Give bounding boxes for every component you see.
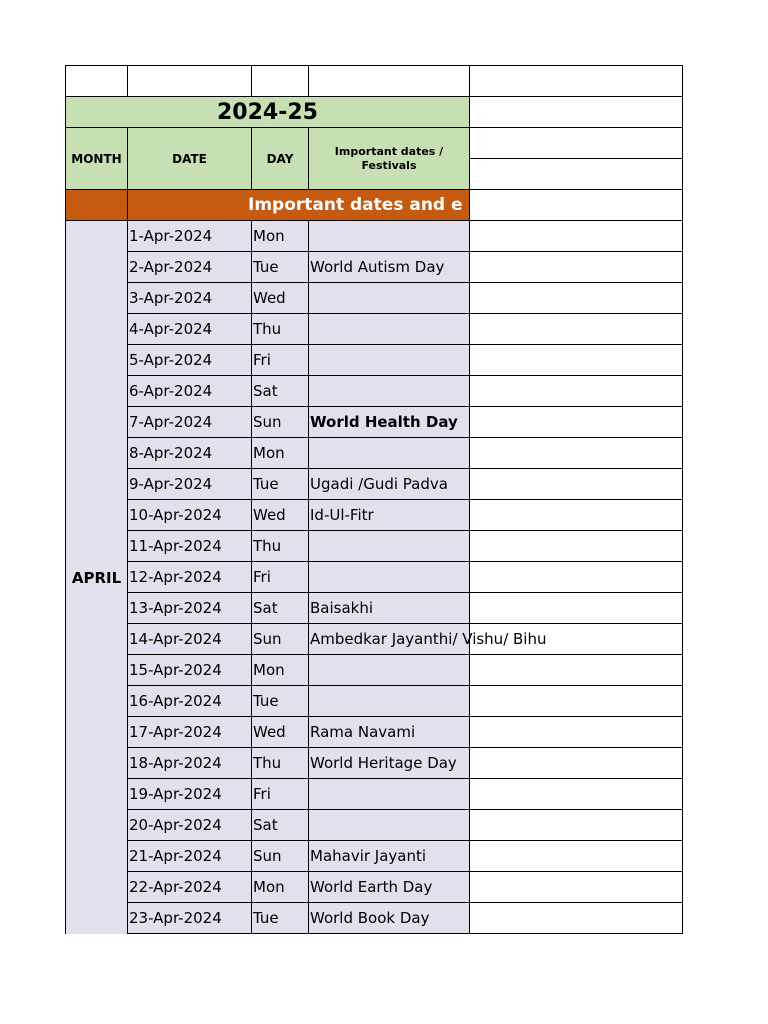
- header-month[interactable]: MONTH: [65, 127, 128, 190]
- event-text: [309, 437, 609, 469]
- day-cell[interactable]: Tue: [251, 251, 309, 283]
- date-cell[interactable]: 15-Apr-2024: [127, 654, 252, 686]
- event-text: Ambedkar Jayanthi/ Vishu/ Bihu: [310, 630, 547, 648]
- event-text: [309, 344, 609, 376]
- event-text: World Autism Day: [310, 258, 445, 276]
- date-cell[interactable]: 5-Apr-2024: [127, 344, 252, 376]
- date-cell[interactable]: 4-Apr-2024: [127, 313, 252, 345]
- event-text: [309, 313, 609, 345]
- day-cell[interactable]: Sat: [251, 592, 309, 624]
- event-text: Ugadi /Gudi Padva: [310, 475, 448, 493]
- day-cell[interactable]: Mon: [251, 654, 309, 686]
- event-text: [309, 809, 609, 841]
- date-cell[interactable]: 22-Apr-2024: [127, 871, 252, 903]
- cell-empty-a1[interactable]: [65, 65, 128, 97]
- cell-empty-e3[interactable]: [469, 127, 683, 159]
- header-date[interactable]: DATE: [127, 127, 252, 190]
- banner-text[interactable]: Important dates and e: [127, 189, 470, 221]
- date-cell[interactable]: 23-Apr-2024: [127, 902, 252, 934]
- date-cell[interactable]: 7-Apr-2024: [127, 406, 252, 438]
- day-cell[interactable]: Fri: [251, 778, 309, 810]
- event-text: World Health Day: [310, 413, 458, 431]
- event-text: [309, 375, 609, 407]
- event-text: [309, 282, 609, 314]
- day-cell[interactable]: Fri: [251, 561, 309, 593]
- day-cell[interactable]: Wed: [251, 282, 309, 314]
- date-cell[interactable]: 12-Apr-2024: [127, 561, 252, 593]
- day-cell[interactable]: Sun: [251, 406, 309, 438]
- date-cell[interactable]: 20-Apr-2024: [127, 809, 252, 841]
- event-text: [309, 561, 609, 593]
- event-text: [309, 220, 609, 252]
- event-text: Rama Navami: [310, 723, 416, 741]
- day-cell[interactable]: Tue: [251, 685, 309, 717]
- cell-empty-d1[interactable]: [308, 65, 470, 97]
- date-cell[interactable]: 17-Apr-2024: [127, 716, 252, 748]
- event-text: World Earth Day: [310, 878, 433, 896]
- date-cell[interactable]: 1-Apr-2024: [127, 220, 252, 252]
- event-text: [309, 530, 609, 562]
- event-text: [309, 654, 609, 686]
- event-text: [309, 685, 609, 717]
- day-cell[interactable]: Wed: [251, 499, 309, 531]
- event-text: [309, 778, 609, 810]
- event-text: Mahavir Jayanti: [310, 847, 427, 865]
- event-text: World Heritage Day: [310, 754, 457, 772]
- day-cell[interactable]: Sat: [251, 375, 309, 407]
- day-cell[interactable]: Wed: [251, 716, 309, 748]
- event-text: World Book Day: [310, 909, 430, 927]
- header-events[interactable]: Important dates / Festivals: [308, 127, 470, 190]
- date-cell[interactable]: 2-Apr-2024: [127, 251, 252, 283]
- day-cell[interactable]: Sun: [251, 623, 309, 655]
- event-text: Baisakhi: [310, 599, 374, 617]
- cell-empty-b1[interactable]: [127, 65, 252, 97]
- date-cell[interactable]: 14-Apr-2024: [127, 623, 252, 655]
- date-cell[interactable]: 16-Apr-2024: [127, 685, 252, 717]
- event-text: Id-Ul-Fitr: [310, 506, 374, 524]
- year-title[interactable]: 2024-25: [65, 96, 470, 128]
- day-cell[interactable]: Mon: [251, 220, 309, 252]
- day-cell[interactable]: Sat: [251, 809, 309, 841]
- banner-left-cell[interactable]: [65, 189, 128, 221]
- day-cell[interactable]: Mon: [251, 871, 309, 903]
- date-cell[interactable]: 6-Apr-2024: [127, 375, 252, 407]
- day-cell[interactable]: Thu: [251, 530, 309, 562]
- cell-empty-e1[interactable]: [469, 65, 683, 97]
- date-cell[interactable]: 9-Apr-2024: [127, 468, 252, 500]
- day-cell[interactable]: Mon: [251, 437, 309, 469]
- date-cell[interactable]: 13-Apr-2024: [127, 592, 252, 624]
- header-day[interactable]: DAY: [251, 127, 309, 190]
- cell-empty-e5[interactable]: [469, 189, 683, 221]
- day-cell[interactable]: Fri: [251, 344, 309, 376]
- date-cell[interactable]: 8-Apr-2024: [127, 437, 252, 469]
- cell-empty-c1[interactable]: [251, 65, 309, 97]
- day-cell[interactable]: Tue: [251, 468, 309, 500]
- day-cell[interactable]: Thu: [251, 747, 309, 779]
- cell-empty-e4[interactable]: [469, 158, 683, 190]
- cell-empty-e2[interactable]: [469, 96, 683, 128]
- day-cell[interactable]: Sun: [251, 840, 309, 872]
- date-cell[interactable]: 11-Apr-2024: [127, 530, 252, 562]
- date-cell[interactable]: 19-Apr-2024: [127, 778, 252, 810]
- date-cell[interactable]: 18-Apr-2024: [127, 747, 252, 779]
- date-cell[interactable]: 3-Apr-2024: [127, 282, 252, 314]
- date-cell[interactable]: 10-Apr-2024: [127, 499, 252, 531]
- date-cell[interactable]: 21-Apr-2024: [127, 840, 252, 872]
- month-label[interactable]: APRIL: [65, 220, 128, 934]
- day-cell[interactable]: Tue: [251, 902, 309, 934]
- day-cell[interactable]: Thu: [251, 313, 309, 345]
